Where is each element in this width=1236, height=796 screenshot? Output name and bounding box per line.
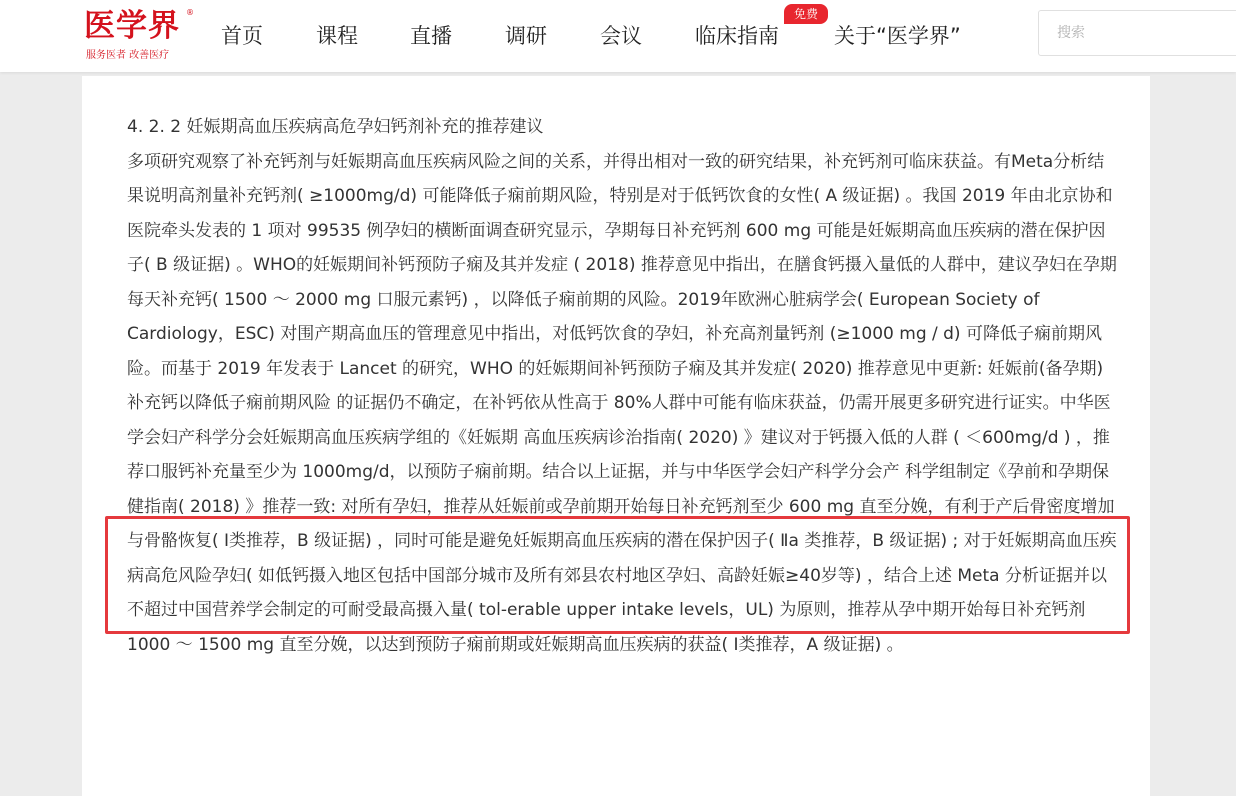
site-header bbox=[0, 0, 1236, 72]
article-container bbox=[82, 76, 1150, 796]
site-logo[interactable] bbox=[84, 6, 194, 62]
section-heading: 4. 2. 2 妊娠期高血压疾病高危孕妇钙剂补充的推荐建议 bbox=[127, 117, 544, 137]
search-input[interactable] bbox=[1038, 10, 1236, 56]
nav-clinical-guidelines[interactable]: 临床指南 bbox=[695, 24, 779, 48]
article-paragraph: 多项研究观察了补充钙剂与妊娠期高血压疾病风险之间的关系，并得出相对一致的研究结果，补充钙剂可临床获益。有Meta分析结果说明高剂量补充钙剂( ≥1000mg/d) 可能降低子痫前期风险，特别是对于低钙饮食的女性( A 级证据) 。我国 2019 年由北京协和医院牵头发表的 1 项对 99535 例孕妇的横断面调查研究显示，孕期每日补充钙剂 600 mg 可能是妊娠期高血压疾病的潜在保护因子( B 级证据) 。WHO的妊娠期间补钙预防子痫及其并发症 ( 2018) 推荐意见中指出，在膳食钙摄入量低的人群中，建议孕妇在孕期每天补充钙( 1500 ～ 2000 mg 口服元素钙) ，以降低子痫前期的风险。2019年欧洲心脏病学会( European Society of Cardiology，ESC) 对围产期高血压的管理意见中指出，对低钙饮食的孕妇，补充高剂量钙剂 (≥1000 mg / d) 可降低子痫前期风险。而基于 2019 年发表于 Lancet 的研究，WHO 的妊娠期间补钙预防子痫及其并发症( 2020) 推荐意见中更新: 妊娠前(备孕期) 补充钙以降低子痫前期风险 的证据仍不确定，在补钙依从性高于 80%人群中可能有临床获益，仍需开展更多研究进行证实。中华医学会妇产科学分会妊娠期高血压疾病学组的《妊娠期 高血压疾病诊治指南( 2020) 》建议对于钙摄入低的人群 ( ＜600mg/d ) ，推荐口服钙补充量至少为 1000mg/d，以预防子痫前期。结合以上证据，并与中华医学会妇产科学分会产 科学组制定《孕前和孕期保健指南( 2018) 》推荐一致: 对所有孕妇，推荐从妊娠前或孕前期开始每日补充钙剂至少 600 mg 直至分娩，有利于产后骨密度增加与骨骼恢复( Ⅰ类推荐，B 级证据) ，同时可能是避免妊娠期高血压疾病的潜在保护因子( Ⅱa 类推荐，B 级证据) ; 对于妊娠期高血压疾病高危风险孕妇( 如低钙摄入地区包括中国部分城市及所有郊县农村地区孕妇、高龄妊娠≥40岁等) ，结合上述 Meta 分析证据并以不超过中国营养学会制定的可耐受最高摄入量( tol-erable upper intake levels，UL) 为原则，推荐从孕中期开始每日补充钙剂 1000 ～ 1500 mg 直至分娩，以达到预防子痫前期或妊娠期高血压疾病的获益( Ⅰ类推荐，A 级证据) 。 bbox=[127, 151, 1117, 655]
article-text bbox=[127, 110, 1117, 662]
logo-slogan: 服务医者 改善医疗 bbox=[86, 50, 170, 61]
nav-survey[interactable]: 调研 bbox=[505, 24, 547, 48]
nav-home[interactable]: 首页 bbox=[221, 24, 263, 48]
nav-meetings[interactable]: 会议 bbox=[600, 24, 642, 48]
free-badge: 免费 bbox=[784, 4, 828, 24]
nav-about[interactable]: 关于“医学界” bbox=[834, 24, 961, 48]
registered-mark: ® bbox=[186, 8, 194, 17]
nav-live[interactable]: 直播 bbox=[410, 24, 452, 48]
logo-wordmark: 医学界 bbox=[84, 8, 180, 44]
nav-courses[interactable]: 课程 bbox=[316, 24, 358, 48]
